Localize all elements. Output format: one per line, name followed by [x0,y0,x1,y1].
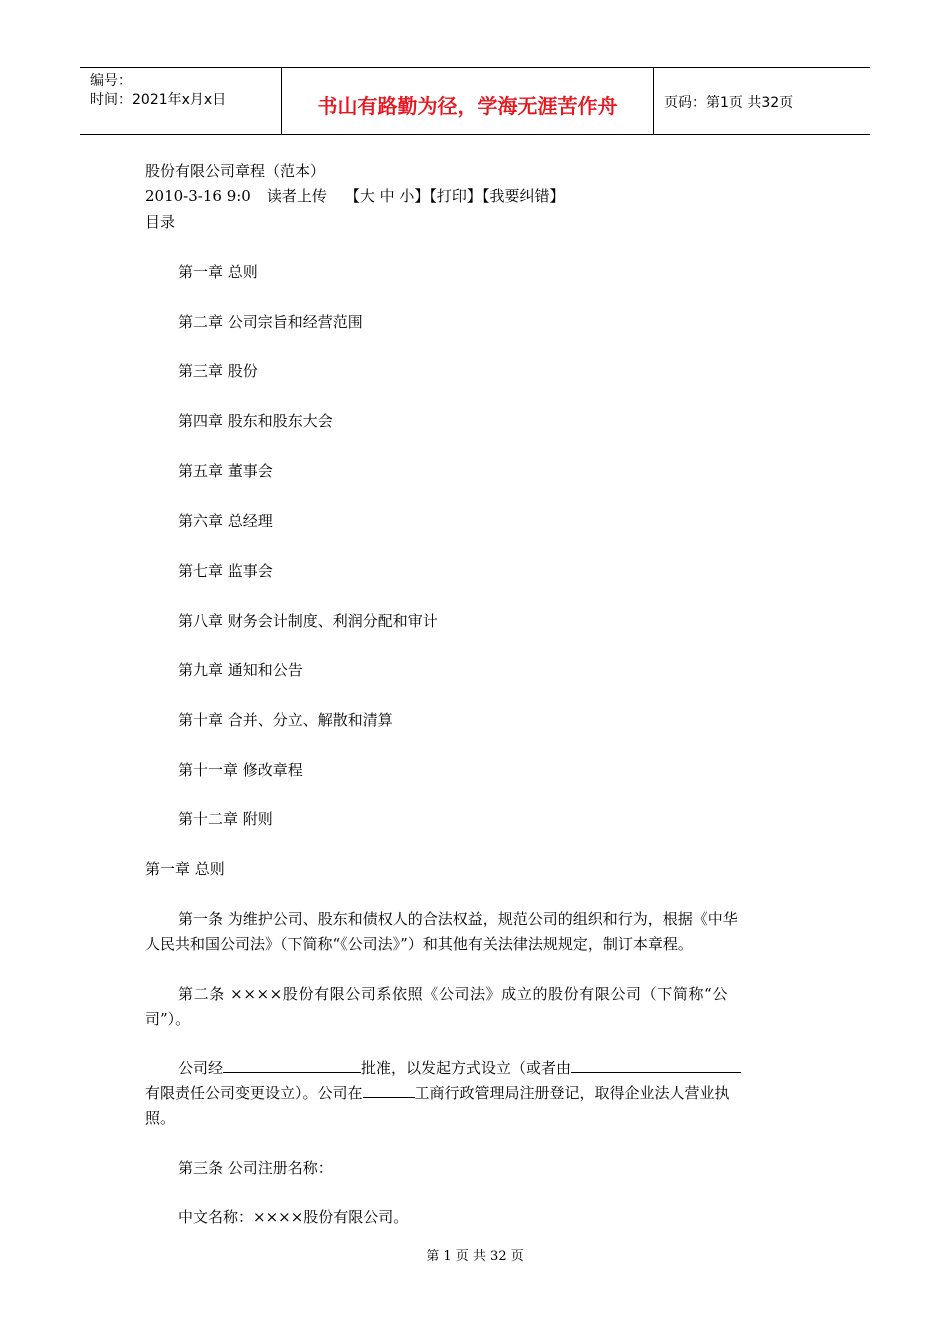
font-size-links[interactable]: 【大 中 小】 [344,187,430,205]
article-2-line-1: 第二条 ××××股份有限公司系依照《公司法》成立的股份有限公司（下简称“公 [178,985,728,1003]
report-error-link[interactable]: 【我要纠错】 [481,187,565,205]
toc-item: 第一章 总则 [178,263,258,281]
toc-item: 第五章 董事会 [178,462,273,480]
toc-item: 第四章 股东和股东大会 [178,412,333,430]
article-2-para-2-line-1 [178,1058,741,1078]
toc-item: 第三章 股份 [178,362,258,380]
toc-item: 第六章 总经理 [178,512,273,530]
toc-item: 第九章 通知和公告 [178,661,303,679]
text-segment: 有限责任公司变更设立）。公司在 [145,1084,363,1102]
text-segment: 公司经 [178,1059,224,1077]
page-header [80,67,870,135]
doc-meta [145,186,564,206]
date-label: 时间：2021年x月x日 [90,92,227,108]
article-2-line-2: 司”）。 [145,1010,191,1028]
meta-uploader: 读者上传 [266,187,327,205]
header-motto: 书山有路勤为径，学海无涯苦作舟 [282,68,654,134]
toc-item: 第七章 监事会 [178,562,273,580]
chapter-heading: 第一章 总则 [145,860,225,878]
article-3: 第三条 公司注册名称： [178,1159,333,1177]
blank-approval-authority [223,1058,361,1073]
blank-original-company [571,1058,741,1073]
text-segment: 工商行政管理局注册登记，取得企业法人营业执 [414,1084,730,1102]
toc-item: 第二章 公司宗旨和经营范围 [178,313,363,331]
toc-item: 第八章 财务会计制度、利润分配和审计 [178,612,438,630]
blank-registration-place [363,1083,415,1098]
meta-date: 2010-3-16 9:0 [145,187,251,205]
toc-item: 第十章 合并、分立、解散和清算 [178,711,393,729]
text-segment: 批准，以发起方式设立（或者由 [361,1059,572,1077]
article-2-para-2-line-3: 照。 [145,1109,176,1127]
toc-item: 第十二章 附则 [178,810,273,828]
doc-title: 股份有限公司章程（范本） [145,162,326,180]
serial-number-label: 编号： [90,73,132,89]
page-footer: 第 1 页 共 32 页 [426,1249,524,1264]
article-2-para-2-line-2 [145,1083,730,1103]
toc-heading: 目录 [145,213,176,231]
header-info-cell [80,68,282,134]
print-link[interactable]: 【打印】 [429,187,482,205]
header-page-info: 页码：第1页 共32页 [664,95,794,111]
article-1-line-2: 人民共和国公司法》（下简称“《公司法》”）和其他有关法律法规规定，制订本章程。 [145,935,693,953]
toc-item: 第十一章 修改章程 [178,761,303,779]
chinese-name-line: 中文名称：××××股份有限公司。 [178,1208,409,1226]
article-1-line-1: 第一条 为维护公司、股东和债权人的合法权益，规范公司的组织和行为，根据《中华 [178,910,738,928]
